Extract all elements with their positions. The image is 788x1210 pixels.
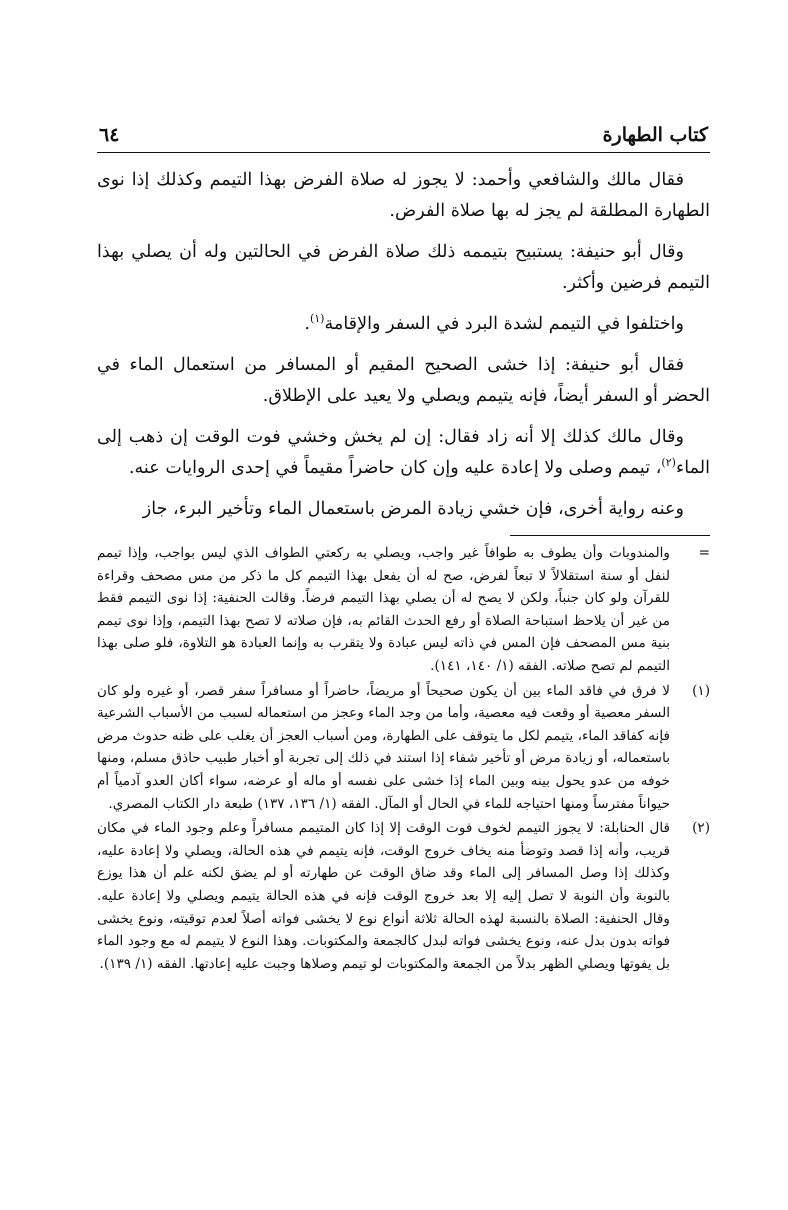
footnote-text: قال الحنابلة: لا يجوز التيمم لخوف فوت الوقت إلا إذا كان المتيمم مسافراً وعلم وجود الماء في مكان قريب، وأنه إذا قصد وتوضأ منه يخاف خروج الوقت، فإنه يتيمم في هذه الحالة، ويصلي ولا إعادة عليه، وكذلك إذا وصل المسافر إلى الماء وقد ضاق الوقت عن طهارته أو لم يضق لكنه علم أن هذا يوزع بالنوبة وأن النوبة لا تصل إليه إلا بعد خروج الوقت فإنه في هذه الحالة يتيمم ويصلي ولا إعادة عليه. وقال الحنفية: الصلاة بالنسبة لهذه الحالة ثلاثة أنواع نوع لا يخشى فواته أصلاً لعدم توقيته، ونوع يخشى فواته بدون بدل عنه، ونوع يخشى فواته لبدل كالجمعة والمكتوبات. وهذا النوع لا يتيمم له مع وجود الماء بل يفوتها ويصلي الظهر بدلاً من الجمعة والمكتوبات لو تيمم وصلاها وجبت عليه إعادتها. الفقه (١/ ١٣٩).	[97, 820, 670, 972]
footnote-separator	[510, 535, 710, 536]
page-header	[97, 118, 710, 153]
paragraph: وعنه رواية أخرى، فإن خشي زيادة المرض باستعمال الماء وتأخير البرء، جاز	[142, 499, 684, 519]
paragraph	[97, 422, 710, 484]
paragraph-text: وقال مالك كذلك إلا أنه زاد فقال: إن لم يخش وخشي فوت الوقت إن ذهب إلى الماء	[97, 427, 710, 478]
paragraph-tail: ، تيمم وصلى ولا إعادة عليه وإن كان حاضراً مقيماً في إحدى الروايات عنه.	[128, 458, 662, 478]
page-number: ٦٤	[99, 124, 120, 146]
footnote-marker: (٢)	[692, 820, 710, 837]
footnote	[97, 680, 710, 816]
main-text	[97, 165, 710, 525]
footnote-marker: =	[698, 545, 710, 561]
chapter-title: كتاب الطهارة	[602, 124, 708, 146]
paragraph: وقال أبو حنيفة: يستبيح بتيممه ذلك صلاة الفرض في الحالتين وله أن يصلي بهذا التيمم فرضين وأكثر.	[97, 242, 710, 293]
paragraph: فقال أبو حنيفة: إذا خشى الصحيح المقيم أو المسافر من استعمال الماء في الحضر أو السفر أيضاً، فإنه يتيمم ويصلي ولا يعيد على الإطلاق.	[97, 355, 710, 406]
footnote-ref: (٢)	[661, 456, 676, 470]
footnote-text: لا فرق في فاقد الماء بين أن يكون صحيحاً أو مريضاً، حاضراً أو مسافراً سفر قصر، أو غيره ولو كان السفر معصية أو وقعت فيه معصية، وأما من وجد الماء وعجز من استعماله لسبب من الأسباب الشرعية فإنه كفاقد الماء، يتيمم لكل ما يتوقف على الطهارة، ومن أسباب العجز أن يغلب على ظنه حدوث مرض باستعماله، أو زيادة مرض أو تأخير شفاء إذا استند في ذلك إلى تجربة أو أخبار طبيب حاذق مسلم، ومنها خوفه من عدو يحول بينه وبين الماء إذا خشى على نفسه أو ماله أو عرضه، سواء أكان العدو آدمياً أم حيواناً مفترساً ومنها احتياجه للماء في الحال أو المآل. الفقه (١/ ١٣٦، ١٣٧) طبعة دار الكتاب المصري.	[97, 682, 670, 812]
paragraph: فقال مالك والشافعي وأحمد: لا يجوز له صلاة الفرض بهذا التيمم وكذلك إذا نوى الطهارة المطلقة لم يجز له بها صلاة الفرض.	[97, 170, 710, 221]
footnote-ref: (١)	[309, 312, 325, 326]
footnotes	[97, 542, 710, 975]
paragraph-tail: .	[304, 314, 310, 334]
footnote-text: والمندوبات وأن يطوف به طوافاً غير واجب، ويصلي به ركعتي الطواف الذي ليس بواجب، وإذا تيمم لنفل أو سنة استقلالاً لا تبعاً لفرض، صح له أن يفعل بهذا التيمم كل ما ذكر من مس مصحف وقراءة للقرآن ولو كان جنباً، ولكن لا يصح له أن يصلي بهذا التيمم فرضاً. وقالت الحنفية: إذا نوى التيمم فقط من غير أن يلاحظ استباحة الصلاة أو رفع الحدث القائم به، فإن صلاته لا تصح بهذا التيمم، وإذا نوى تيمم بنية مس المصحف فإن المس في ذاته ليس عبادة ولا يتقرب به وإنما العبادة هو التلاوة، فلو صلى بهذا التيمم لم تصح صلاته. الفقه (١/ ١٤٠، ١٤١).	[97, 545, 670, 674]
book-page	[97, 118, 710, 977]
paragraph-text: واختلفوا في التيمم لشدة البرد في السفر والإقامة	[324, 314, 684, 334]
footnote	[97, 817, 710, 975]
footnote-marker: (١)	[692, 682, 710, 699]
paragraph	[97, 309, 710, 340]
footnote	[97, 542, 710, 678]
